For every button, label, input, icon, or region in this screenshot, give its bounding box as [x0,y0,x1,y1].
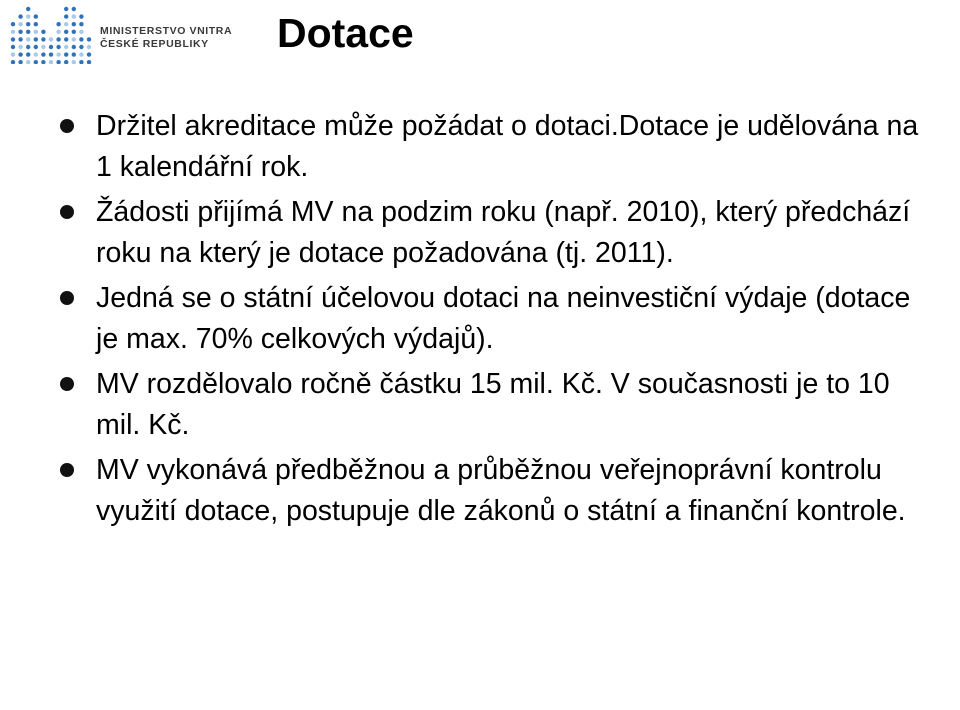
logo-dot [64,22,68,26]
logo-dot [64,45,68,49]
logo-dot [11,45,15,49]
logo-dot [49,37,53,41]
bullet-text: Držitel akreditace může požádat o dotaci.Dotace je udělována na 1 kalendářní rok. [96,110,919,183]
logo-dot [18,45,22,49]
logo-dot [26,60,30,64]
bullet-text: Žádosti přijímá MV na podzim roku (např. 2010), který předchází roku na který je dotace požadována (tj. 2011). [96,196,911,269]
logo-dot [64,37,68,41]
logo-dot [87,45,91,49]
logo-dot [56,45,60,49]
logo-dot [79,45,83,49]
bullet-icon [60,463,74,477]
logo-dot [41,52,45,56]
logo-dot [72,22,76,26]
logo-dot [26,45,30,49]
logo-dot [11,30,15,34]
logo-dot [56,30,60,34]
page-title: Dotace [277,10,414,56]
bullet-icon [60,377,74,391]
logo-dot [18,22,22,26]
logo-dot [64,7,68,11]
logo-line-2: ČESKÉ REPUBLIKY [100,38,209,50]
bullet-text: MV rozdělovalo ročně částku 15 mil. Kč. V současnosti je to 10 mil. Kč. [96,368,890,441]
logo-dot [34,37,38,41]
logo-dot [72,45,76,49]
bullet-text: MV vykonává předběžnou a průběžnou veřejnoprávní kontrolu využití dotace, postupuje dle zákonů o státní a finanční kontrole. [96,454,906,527]
logo-dot [11,60,15,64]
logo-dot [87,37,91,41]
logo-dot [79,52,83,56]
logo-dot [49,60,53,64]
logo-dot [18,37,22,41]
logo-dot [41,60,45,64]
logo-line-1: MINISTERSTVO VNITRA [100,25,233,37]
logo-dot [72,7,76,11]
logo-dot [34,30,38,34]
bullet-icon [60,119,74,133]
logo-dot [72,52,76,56]
ministry-logo-mark-icon [8,4,94,64]
logo-dot [79,22,83,26]
logo-dot [56,60,60,64]
logo-dot [26,52,30,56]
bullet-item [0,364,940,446]
logo-dot [49,52,53,56]
logo-dot [26,22,30,26]
logo-dot [56,22,60,26]
logo-dot [64,60,68,64]
bullet-item [0,278,940,360]
logo-dot [72,30,76,34]
logo-dot [34,45,38,49]
logo-dot [34,52,38,56]
logo-dot [56,37,60,41]
logo-dot [11,52,15,56]
logo-dot [41,30,45,34]
logo-dot [87,52,91,56]
bullet-text: Jedná se o státní účelovou dotaci na neinvestiční výdaje (dotace je max. 70% celkových výdajů). [96,282,911,355]
logo-dot [79,60,83,64]
logo-dot [79,37,83,41]
ministry-logo [8,4,238,66]
logo-dot [72,60,76,64]
logo-dot [18,60,22,64]
logo-dot [26,7,30,11]
logo-dot [34,22,38,26]
logo-dot [49,45,53,49]
logo-dot [18,30,22,34]
bullet-icon [60,205,74,219]
logo-dot [79,30,83,34]
logo-dot [87,60,91,64]
bullet-item [0,450,940,532]
logo-dot [26,14,30,18]
logo-dot [64,52,68,56]
bullet-list [0,106,940,536]
logo-dot [11,22,15,26]
logo-dot [18,14,22,18]
bullet-item [0,106,940,188]
ministry-logo-text [100,25,232,51]
bullet-icon [60,291,74,305]
logo-dot [64,30,68,34]
logo-dot [79,14,83,18]
logo-dot [64,14,68,18]
logo-dot [34,60,38,64]
logo-dot [26,37,30,41]
logo-dot [34,14,38,18]
logo-dot [41,45,45,49]
logo-dot [41,37,45,41]
bullet-item [0,192,940,274]
logo-dot [56,52,60,56]
logo-dot [11,37,15,41]
logo-dot [72,14,76,18]
logo-dot [26,30,30,34]
logo-dot [18,52,22,56]
logo-dot [72,37,76,41]
